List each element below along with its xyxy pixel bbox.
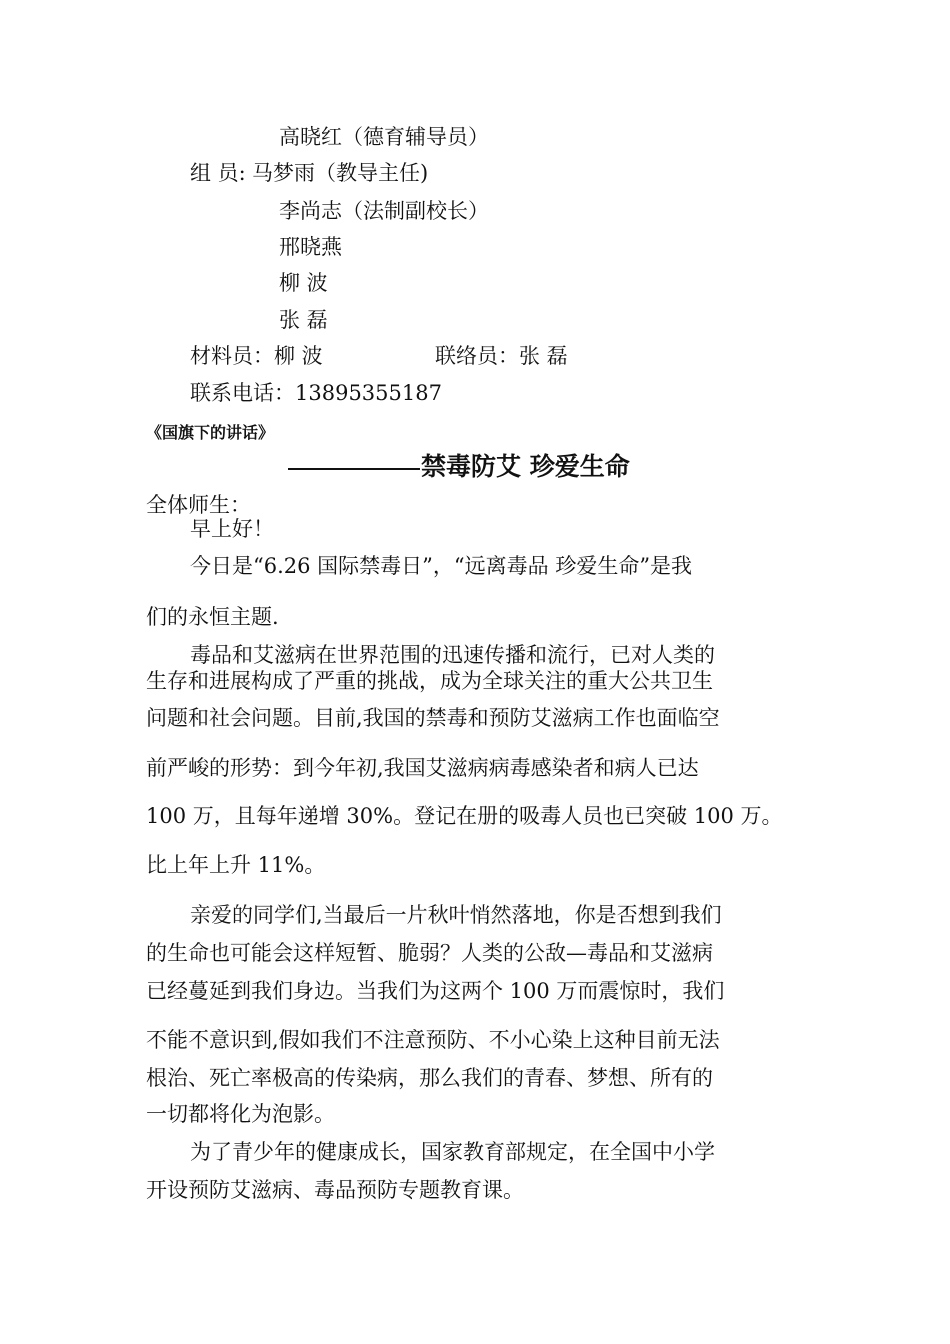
greeting-audience: 全体师生：: [146, 493, 251, 517]
paragraph-3-line-1: 亲爱的同学们,当最后一片秋叶悄然落地，你是否想到我们: [190, 903, 722, 927]
member-4: 柳 波: [279, 271, 328, 295]
section-title: 《国旗下的讲话》: [146, 423, 275, 442]
title-dash-rule: [288, 468, 420, 470]
paragraph-2-line-3: 问题和社会问题。目前,我国的禁毒和预防艾滋病工作也面临空: [146, 706, 720, 730]
paragraph-4-line-1: 为了青少年的健康成长，国家教育部规定，在全国中小学: [190, 1140, 715, 1164]
paragraph-3-line-4: 不能不意识到,假如我们不注意预防、不小心染上这种目前无法: [146, 1028, 720, 1052]
paragraph-3-line-3: 已经蔓延到我们身边。当我们为这两个 100 万而震惊时，我们: [146, 979, 725, 1003]
paragraph-4-line-2: 开设预防艾滋病、毒品预防专题教育课。: [146, 1178, 524, 1202]
member-2: 李尚志（法制副校长）: [279, 199, 489, 223]
paragraph-2-line-1: 毒品和艾滋病在世界范围的迅速传播和流行，已对人类的: [190, 643, 715, 667]
materials-person: 材料员：柳 波: [190, 344, 323, 368]
liaison-person: 联络员：张 磊: [435, 344, 568, 368]
paragraph-2-line-2: 生存和进展构成了严重的挑战，成为全球关注的重大公共卫生: [146, 669, 713, 693]
members-label: 组 员:: [190, 161, 246, 185]
member-3: 邢晓燕: [279, 235, 342, 259]
paragraph-1-line-2: 们的永恒主题.: [146, 605, 279, 629]
committee-line-1: 高晓红（德育辅导员）: [279, 125, 489, 149]
greeting-morning: 早上好！: [190, 517, 274, 541]
speech-title: 禁毒防艾 珍爱生命: [421, 452, 630, 481]
member-5: 张 磊: [279, 308, 328, 332]
paragraph-2-line-5: 100 万，且每年递增 30%。登记在册的吸毒人员也已突破 100 万。: [146, 804, 783, 828]
paragraph-2-line-4: 前严峻的形势：到今年初,我国艾滋病病毒感染者和病人已达: [146, 756, 699, 780]
paragraph-2-line-6: 比上年上升 11%。: [146, 853, 326, 877]
member-1: 马梦雨（教导主任): [252, 161, 429, 185]
paragraph-1-line-1: 今日是“6.26 国际禁毒日”，“远离毒品 珍爱生命”是我: [190, 554, 693, 578]
paragraph-3-line-5: 根治、死亡率极高的传染病，那么我们的青春、梦想、所有的: [146, 1066, 713, 1090]
paragraph-3-line-6: 一切都将化为泡影。: [146, 1102, 335, 1126]
contact-phone: 联系电话：13895355187: [190, 381, 442, 405]
paragraph-3-line-2: 的生命也可能会这样短暂、脆弱？人类的公敌—毒品和艾滋病: [146, 941, 713, 965]
